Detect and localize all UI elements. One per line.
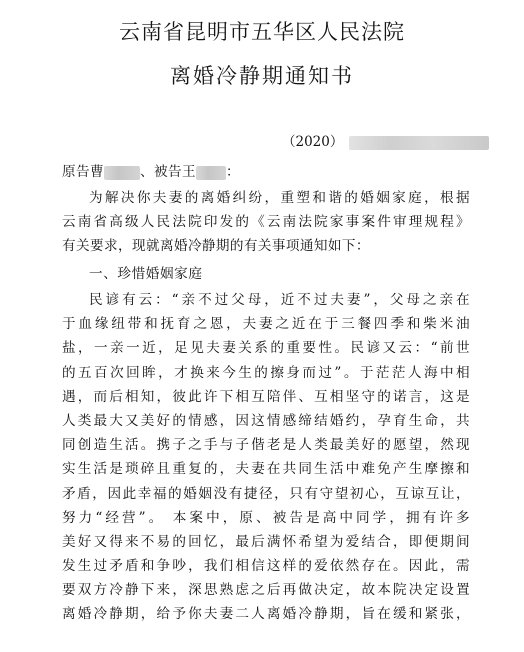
redacted-case-number (349, 136, 489, 150)
plaintiff-label: 原告曹 (62, 164, 104, 180)
body-line: 离婚冷静期，给予你夫妻二人离婚冷静期，旨在缓和紧张， (62, 606, 470, 623)
body-line: 的五百次回眸，才换来今生的擦身而过”。于茫茫人海中相 (62, 364, 470, 381)
body-line: 遇，而后相知，彼此许下相互陪伴、互相坚守的诺言，这是 (62, 388, 470, 405)
intro-line: 为解决你夫妻的离婚纠纷，重塑和谐的婚姻家庭，根据 (89, 190, 470, 206)
document-title: 离婚冷静期通知书 (170, 64, 354, 88)
body-line: 民谚有云：“亲不过父母，近不过夫妻”，父母之亲在 (89, 292, 470, 308)
case-number-year: （2020） (282, 134, 344, 150)
section-heading: 一、珍惜婚姻家庭 (89, 266, 203, 282)
body-line: 人类最大又美好的情感，因这情感缔结婚约，孕育生命，共 (62, 412, 470, 429)
body-line: 美好又得来不易的回忆，最后满怀希望为爱结合，即便期间 (62, 533, 470, 550)
body-line: 要双方冷静下来，深思熟虑之后再做决定，故本院决定设置 (62, 582, 470, 599)
intro-line: 有关要求，现就离婚冷静期的有关事项通知如下： (62, 238, 370, 255)
parties-line (62, 160, 240, 180)
intro-line: 云南省高级人民法院印发的《云南法院家事案件审理规程》 (62, 214, 470, 231)
body-line: 实生活是琐碎且重复的，夫妻在共同生活中难免产生摩擦和 (62, 461, 470, 478)
body-line: 发生过矛盾和争吵，我们相信这样的爱依然存在。因此，需 (62, 558, 470, 575)
body-line: 盐，一亲一近，足见夫妻关系的重要性。民谚又云：“前世 (62, 340, 470, 357)
body-line: 努力“经营”。 本案中，原、被告是高中同学，拥有许多 (62, 509, 470, 526)
parties-colon: ： (225, 164, 240, 180)
redacted-plaintiff-name (104, 166, 140, 180)
intro-paragraph (62, 186, 470, 259)
body-line: 同创造生活。携子之手与子偕老是人类最美好的愿望，然现 (62, 437, 470, 454)
section1-paragraph (62, 288, 470, 627)
court-name: 云南省昆明市五华区人民法院 (119, 20, 405, 44)
redacted-defendant-name (196, 166, 226, 180)
case-number (282, 130, 489, 150)
body-line: 于血缘纽带和抚育之恩，夫妻之近在于三餐四季和柴米油 (62, 316, 470, 333)
body-line: 矛盾，因此幸福的婚姻没有捷径，只有守望初心，互谅互让， (62, 485, 470, 502)
defendant-label: 、被告王 (139, 164, 196, 180)
